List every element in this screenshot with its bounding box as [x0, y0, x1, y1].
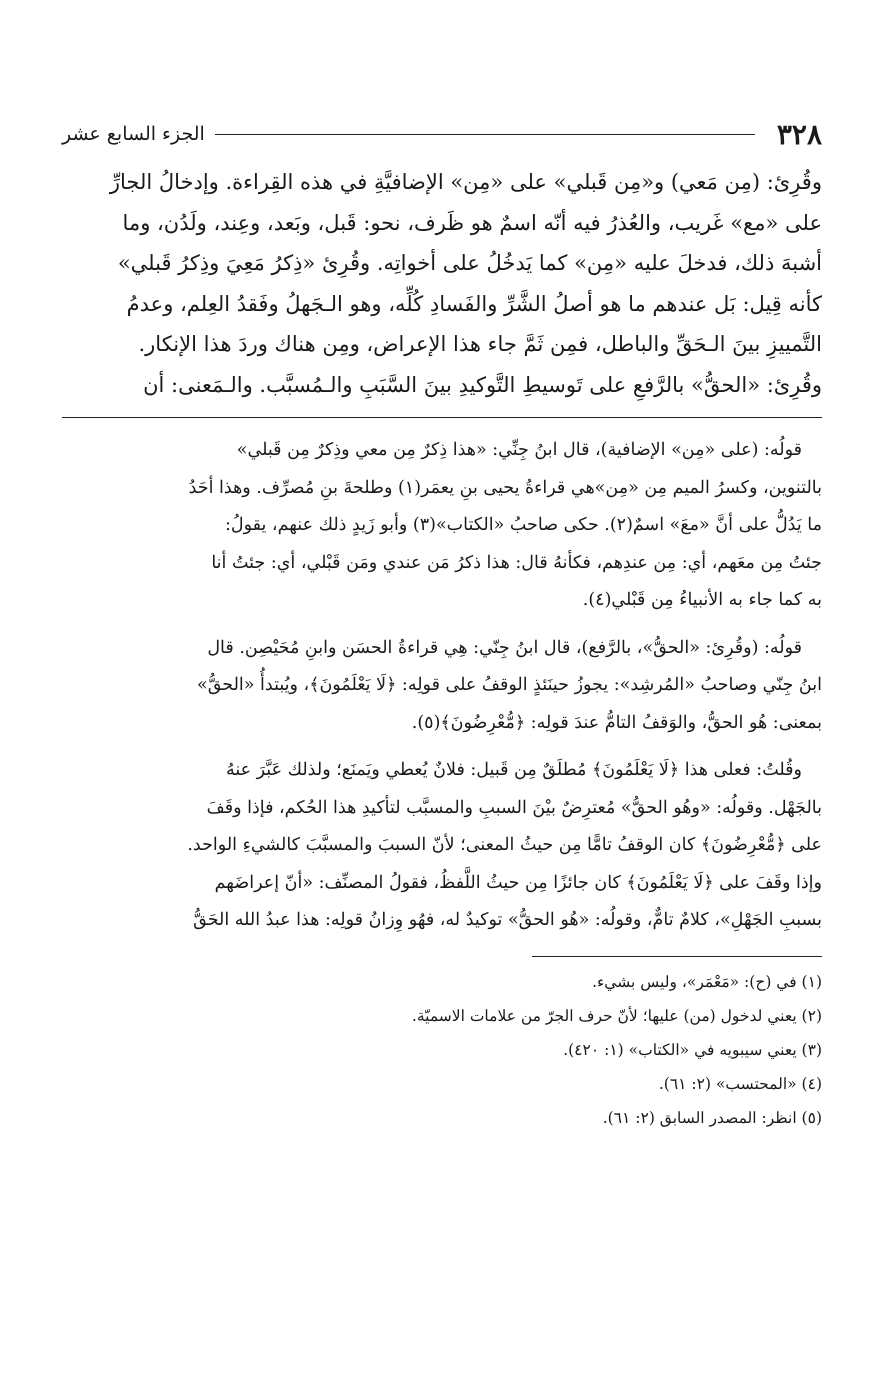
commentary-line: وإذا وقَفَ على ﴿لَا يَعْلَمُونَ﴾ كان جائزًا مِن حيثُ اللَّفظُ، فقولُ المصنِّف: «أنّ إعراضَهم — [214, 872, 822, 893]
page-header — [62, 112, 822, 156]
header-rule — [215, 134, 755, 135]
main-text-line: وقُرِئ: «الحقُّ» بالرَّفعِ على تَوسيطِ التَّوكيدِ بينَ السَّبَبِ والـمُسبَّب. والـمَعنى: أن — [143, 372, 822, 397]
commentary-line: بالجَهْل. وقولُه: «وهُو الحقُّ» مُعترِضٌ بيْنَ السببِ والمسبَّب لتأكيدِ هذا الحُكم، فإذا وقَفَ — [206, 797, 822, 818]
main-text — [62, 162, 822, 405]
commentary-line: قولُه: (على «مِن» الإضافية)، قال ابنُ جِنِّي: «هذا ذِكرٌ مِن معي وذِكرٌ مِن قَبلي» — [236, 440, 802, 460]
commentary-line: وقُلتُ: فعلى هذا ﴿لَا يَعْلَمُونَ﴾ مُطلَقٌ مِن قَبيل: فلانٌ يُعطي ويَمنَع؛ ولذلك عَبَّرَ عنهُ — [225, 760, 802, 780]
footnote: (٤) «المحتسب» (٢: ٦١). — [658, 1074, 822, 1093]
commentary-line: جئتُ مِن معَهم، أي: مِن عندِهم، فكأنهُ قال: هذا ذكرُ مَن عندي ومَن قَبْلي، أي: جئتُ أنا — [211, 552, 822, 573]
footnote: (٣) يعني سيبويه في «الكتاب» (١: ٤٢٠). — [563, 1040, 822, 1059]
footnotes — [62, 965, 822, 1135]
main-text-line: على «مع» غَريب، والعُذرُ فيه أنّه اسمٌ هو ظَرف، نحو: قَبل، وبَعد، وعِند، ولَدُن، وما — [122, 210, 822, 235]
running-title: الجزء السابع عشر — [62, 123, 205, 145]
commentary-line: ما يَدُلُّ على أنَّ «معَ» اسمٌ(٢). حكى صاحبُ «الكتاب»(٣) وأبو زَيدٍ ذلك عنهم، يقولُ: — [225, 515, 822, 535]
commentary-line: ابنُ جِنّي وصاحبُ «المُرشِد»: يجوزُ حينَئذٍ الوقفُ على قولِه: ﴿لَا يَعْلَمُونَ﴾، ويُبتدأُ «الحقُّ» — [196, 675, 822, 695]
footnote: (٥) انظر: المصدر السابق (٢: ٦١). — [602, 1108, 822, 1127]
footnote-divider — [532, 956, 822, 957]
commentary-line: على ﴿مُّعْرِضُونَ﴾ كان الوقفُ تامًّا مِن حيثُ المعنى؛ لأنّ السببَ والمسبَّبَ كالشيءِ الواحد. — [187, 835, 822, 855]
commentary-paragraph — [62, 432, 822, 620]
commentary-line: به كما جاء به الأنبياءُ مِن قَبْلي(٤). — [582, 590, 822, 610]
commentary-paragraph — [62, 752, 822, 940]
book-page — [62, 112, 822, 1362]
commentary-line: بسببِ الجَهْلِ»، كلامٌ تامٌّ، وقولُه: «هُو الحقُّ» توكيدٌ له، فهُو وِزانُ قولِه: هذا عبدُ الله الحَقُّ — [193, 910, 822, 930]
main-text-line: وقُرِئ: (مِن مَعي) و«مِن قَبلي» على «مِن» الإضافيَّةِ في هذه القِراءة. وإدخالُ الجارِّ — [109, 170, 822, 194]
commentary-line: بمعنى: هُو الحقُّ، والوَقفُ التامُّ عندَ قولِه: ﴿مُّعْرِضُونَ﴾(٥). — [411, 712, 822, 733]
footnote: (٢) يعني لدخول (من) عليها؛ لأنّ حرف الجرّ من علامات الاسميّة. — [411, 1006, 822, 1025]
section-divider — [62, 417, 822, 418]
page-number: ٣٢٨ — [776, 117, 822, 151]
commentary-paragraph — [62, 630, 822, 743]
commentary-line: بالتنوين، وكسرُ الميم مِن «مِن»هي قراءةُ يحيى بنِ يعمَر(١) وطلحةَ بنِ مُصرِّف. وهذا أحَدُ — [188, 477, 822, 498]
main-text-line: كأنه قِيل: بَل عندهم ما هو أصلُ الشَّرِّ والفَسادِ كُلِّه، وهو الـجَهلُ وفَقدُ العِلم، وعدمُ — [126, 291, 822, 316]
commentary — [62, 432, 822, 940]
footnote: (١) في (ح): «مَعْمَر»، وليس بشيء. — [592, 972, 822, 991]
commentary-line: قولُه: (وقُرِئ: «الحقُّ»، بالرَّفع)، قال ابنُ جِنّي: هِي قراءةُ الحسَن وابنِ مُحَيْصِن. قال — [207, 637, 802, 658]
main-text-line: أشبهَ ذلك، فدخلَ عليه «مِن» كما يَدخُلُ على أخواتِه. وقُرِئ «ذِكرُ مَعِيَ وذِكرُ قَبلي» — [117, 251, 822, 275]
main-text-line: التَّمييزِ بينَ الـحَقِّ والباطل، فمِن ثَمَّ جاء هذا الإعراض، ومِن هناك وردَ هذا الإنكار. — [138, 332, 822, 356]
